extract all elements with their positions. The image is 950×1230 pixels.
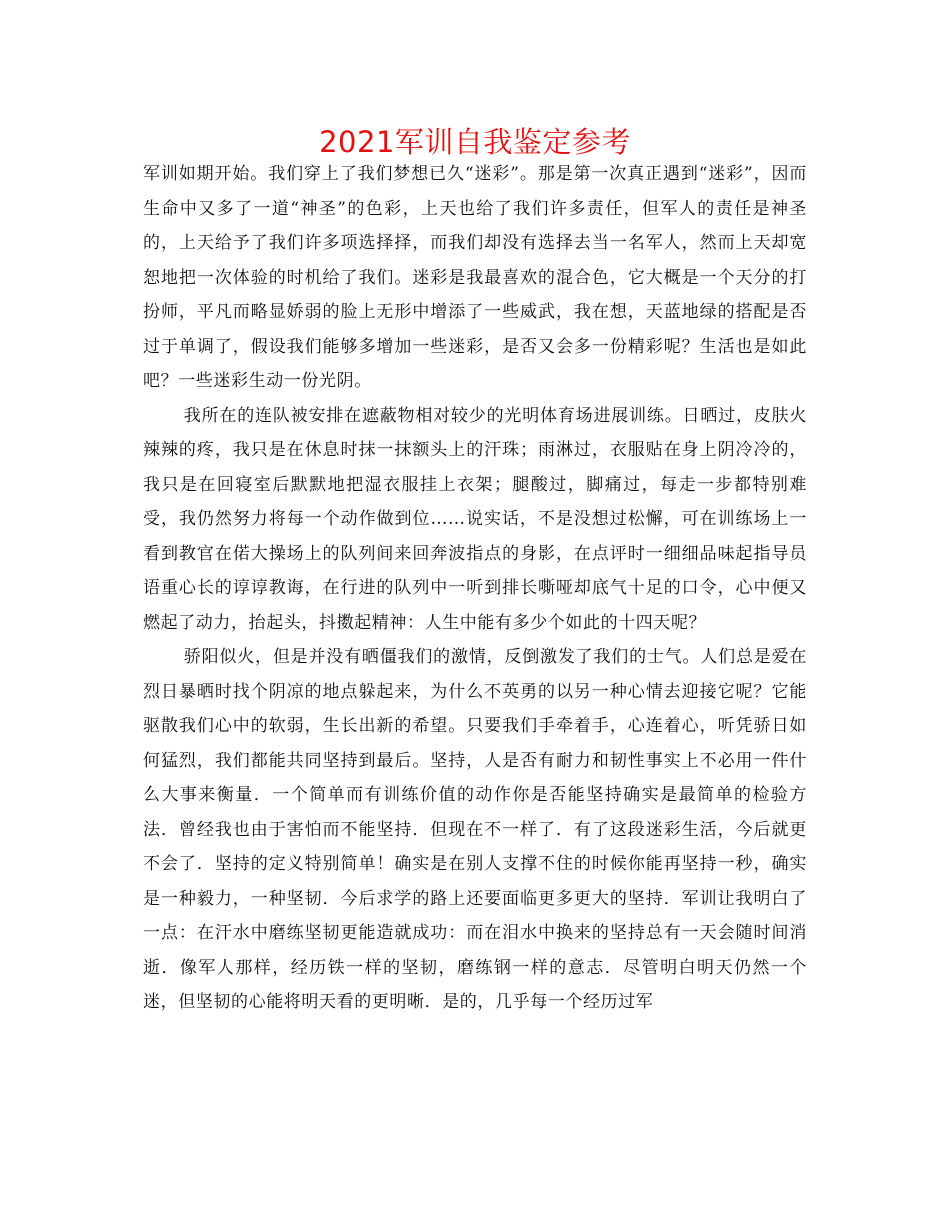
paragraph-persistence: 骄阳似火，但是并没有晒僵我们的激情，反倒激发了我们的士气。人们总是爱在烈日暴晒时找个阴凉的地点躲起来，为什么不英勇的以另一种心情去迎接它呢？它能驱散我们心中的软弱，生长出新的希望。只要我们手牵着手，心连着心，听凭骄日如何猛烈，我们都能共同坚持到最后。坚持，人是否有耐力和韧性事实上不必用一件什么大事来衡量．一个简单而有训练价值的动作你是否能坚持确实是最简单的检验方法．曾经我也由于害怕而不能坚持．但现在不一样了．有了这段迷彩生活，今后就更不会了．坚持的定义特别简单！确实是在别人支撑不住的时候你能再坚持一秒，确实是一种毅力，一种坚韧．今后求学的路上还要面临更多更大的坚持．军训让我明白了一点：在汗水中磨练坚韧更能造就成功：而在泪水中换来的坚持总有一天会随时间消逝．像军人那样，经历铁一样的坚韧，磨练钢一样的意志．尽管明白明天仍然一个迷，但坚韧的心能将明天看的更明晰．是的，几乎每一个经历过军 bbox=[143, 647, 807, 1012]
paragraph-intro: 军训如期开始。我们穿上了我们梦想已久“迷彩”。那是第一次真正遇到“迷彩”，因而生命中又多了一道“神圣”的色彩，上天也给了我们许多责任，但军人的责任是神圣的，上天给予了我们许多项选择择，而我们却没有选择去当一名军人，然而上天却宽恕地把一次体验的时机给了我们。迷彩是我最喜欢的混合色，它大概是一个天分的打扮师，平凡而略显娇弱的脸上无形中增添了一些威武，我在想，天蓝地绿的搭配是否过于单调了，假设我们能够多增加一些迷彩，是否又会多一份精彩呢？生活也是如此吧？一些迷彩生动一份光阴。 bbox=[143, 164, 807, 391]
document-body bbox=[143, 157, 807, 1020]
paragraph-training-field: 我所在的连队被安排在遮蔽物相对较少的光明体育场进展训练。日晒过，皮肤火辣辣的疼，我只是在休息时抹一抹额头上的汗珠；雨淋过，衣服贴在身上阴冷冷的，我只是在回寝室后默默地把湿衣服挂上衣架；腿酸过，脚痛过，每走一步都特别难受，我仍然努力将每一个动作做到位……说实话，不是没想过松懈，可在训练场上一看到教官在偌大操场上的队列间来回奔波指点的身影，在点评时一细细品味起指导员语重心长的谆谆教诲，在行进的队列中一听到排长嘶哑却底气十足的口令，心中便又燃起了动力，抬起头，抖擞起精神：人生中能有多少个如此的十四天呢？ bbox=[143, 405, 807, 633]
document-title: 2021军训自我鉴定参考 bbox=[319, 125, 631, 159]
